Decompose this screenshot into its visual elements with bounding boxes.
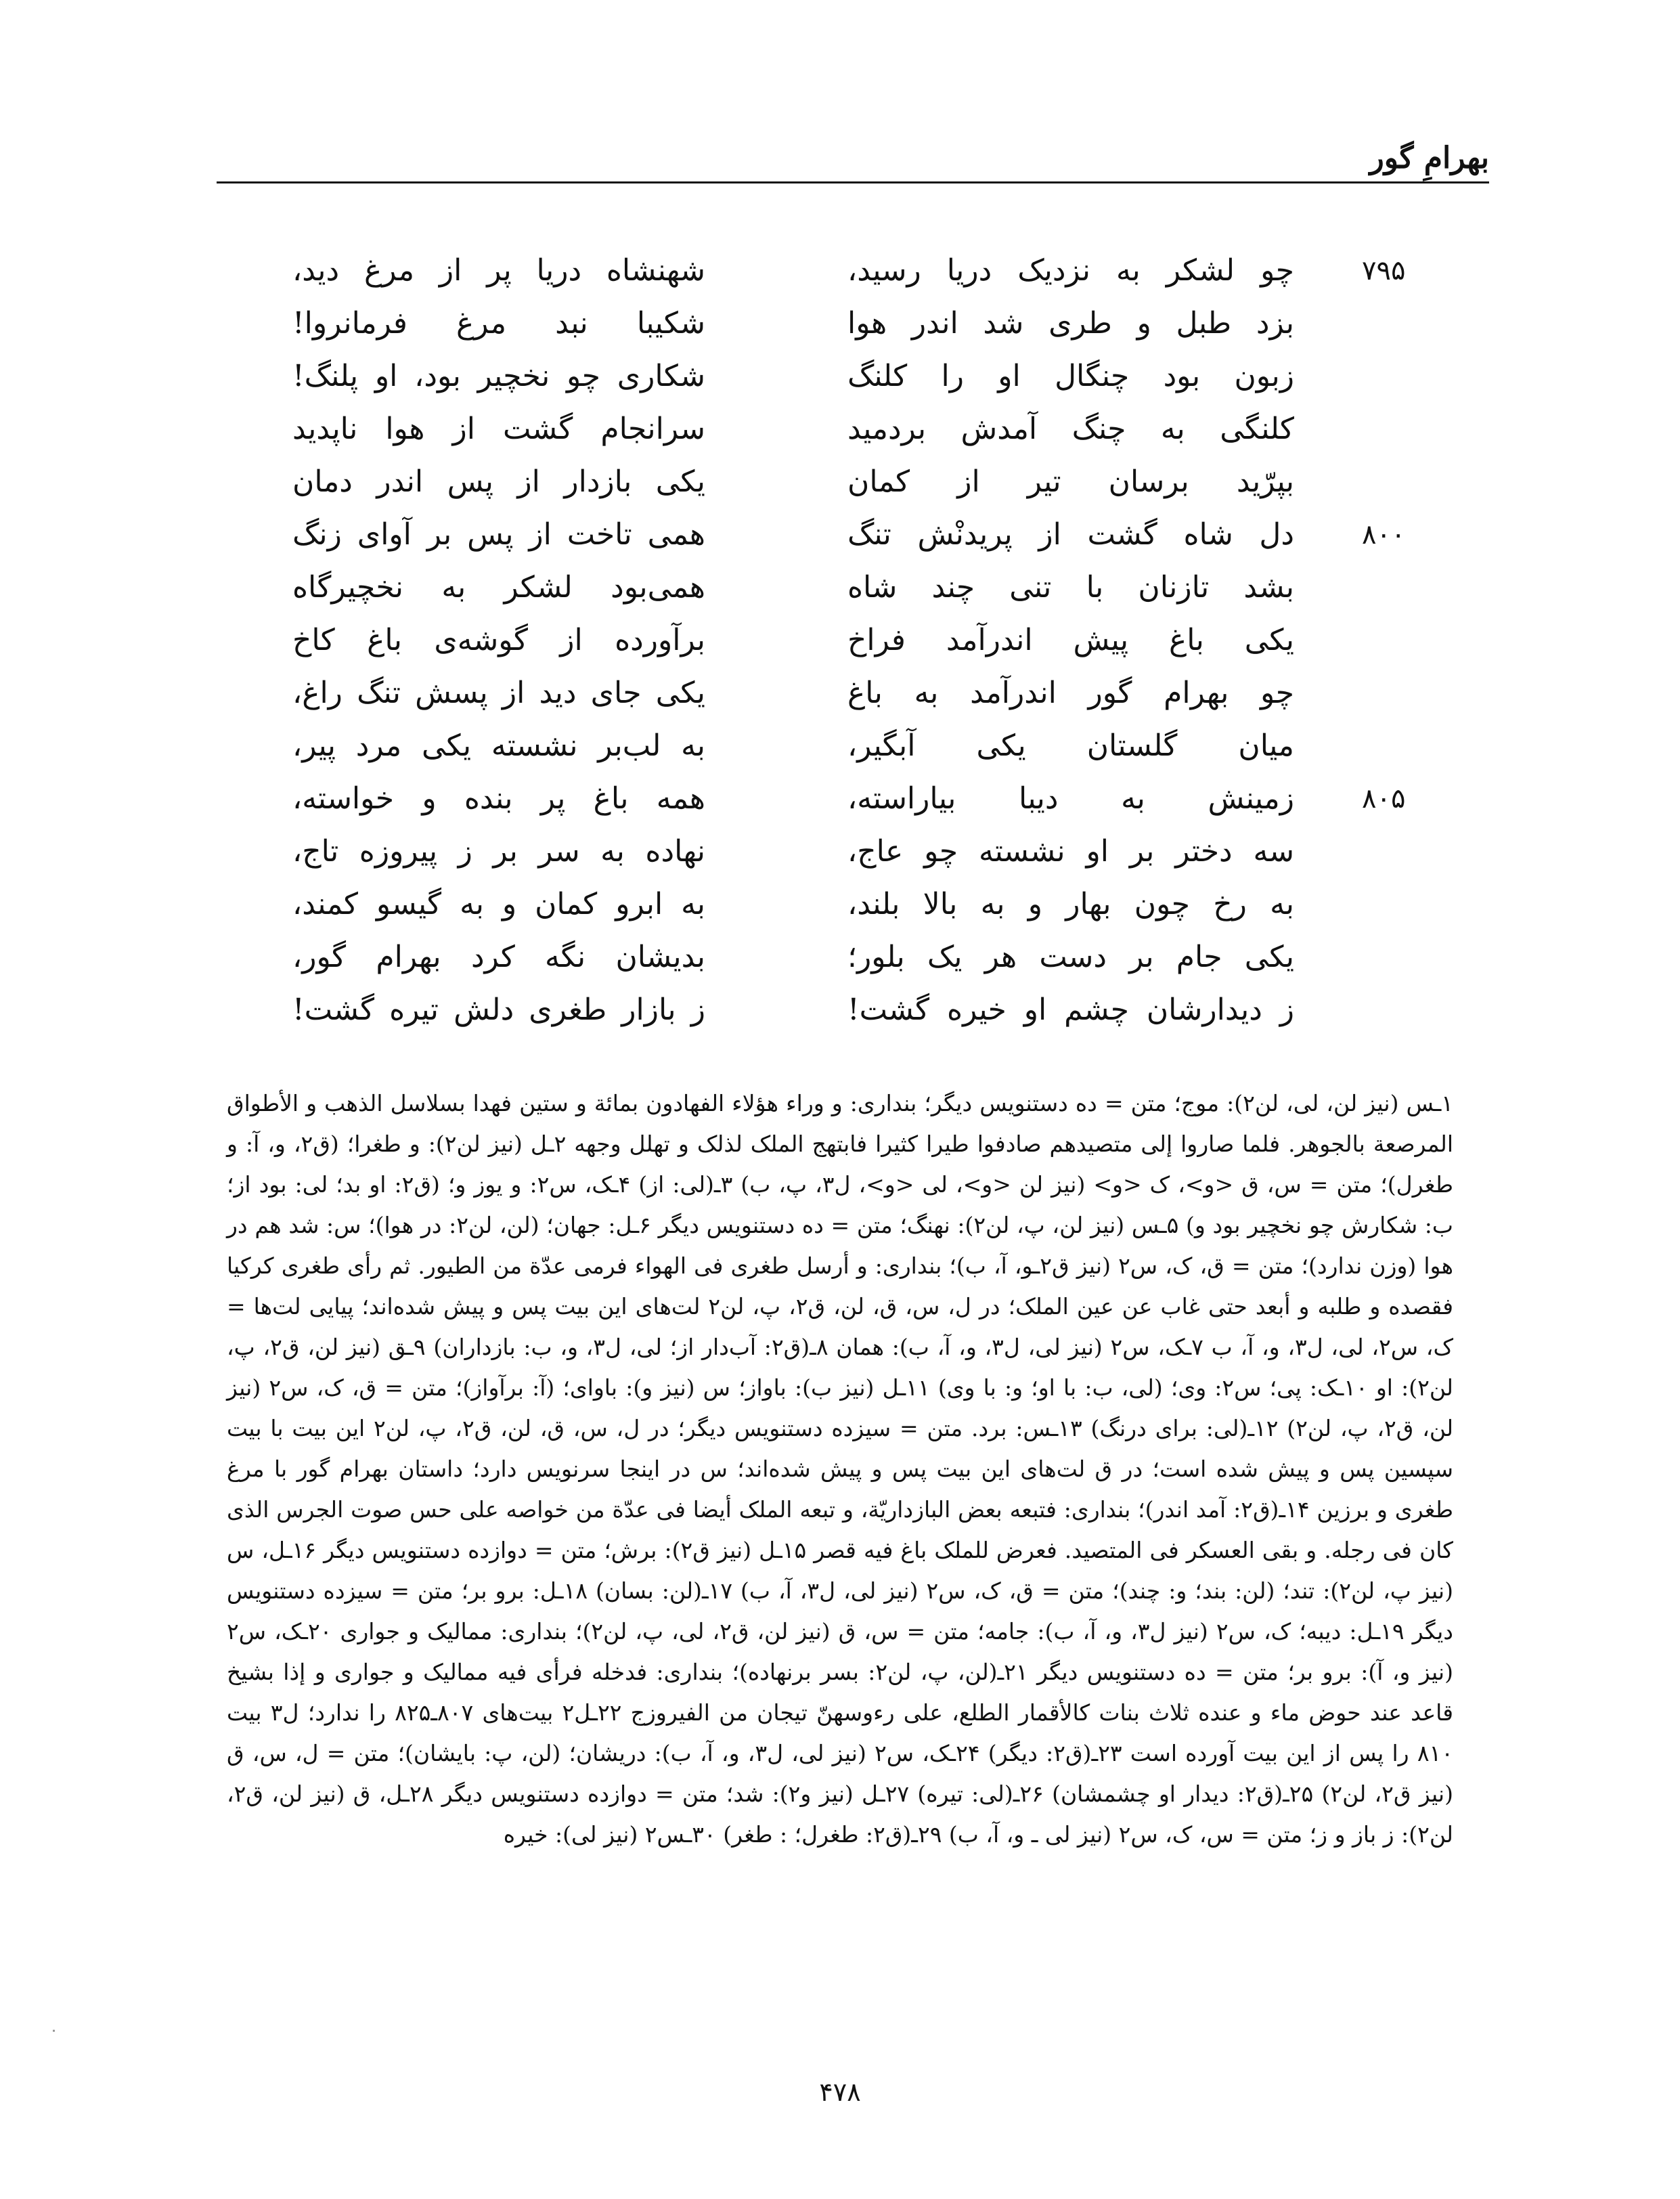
verse-row [292, 508, 1406, 562]
hemistich-right: سه دختر بر او نشسته چو عاج، [847, 834, 1294, 869]
hemistich-left: شهنشاه دریا پر از مرغ دید، [292, 253, 705, 288]
verse-row [292, 402, 1382, 456]
margin-mark [53, 2030, 55, 2032]
hemistich-left: ز بازار طغری دلش تیره گشت! [292, 993, 705, 1027]
hemistich-left: همی‌بود لشکر به نخچیرگاه [292, 570, 705, 605]
hemistich-right: بشد تازنان با تنی چند شاه [847, 570, 1294, 605]
hemistich-left: یکی جای دید از پسش تنگ راغ، [292, 676, 705, 710]
hemistich-right: چو لشکر به نزدیک دریا رسید، [847, 253, 1294, 288]
verse-row [292, 244, 1406, 298]
verse-row [292, 297, 1382, 351]
hemistich-left: به ابرو کمان و به گیسو کمند، [292, 887, 705, 921]
hemistich-right: زمینش به دیبا بیاراسته، [847, 781, 1294, 816]
poem-body [292, 244, 1406, 1043]
hemistich-left: برآورده از گوشه‌ی باغ کاخ [292, 623, 705, 657]
hemistich-left: بدیشان نگه کرد بهرام گور، [292, 940, 705, 974]
hemistich-left: همی تاخت از پس بر آوای زنگ [292, 517, 705, 552]
verse-row [292, 825, 1382, 879]
verse-number: ۷۹۵ [1362, 255, 1406, 286]
hemistich-left: به لب‌بر نشسته یکی مرد پیر، [292, 728, 705, 763]
header-rule [217, 181, 1489, 183]
hemistich-right: بپرّید برسان تیر از کمان [847, 464, 1294, 499]
hemistich-left: همه باغ پر بنده و خواسته، [292, 781, 705, 816]
hemistich-right: یکی باغ پیش اندرآمد فراخ [847, 623, 1294, 657]
footnotes: ۱ـس (نیز لن، لی، لن۲): موج؛ متن = ده دستنویس دیگر؛ بنداری: و وراء هؤلاء الفهادون بمائة و ستین فهدا بسلاسل الذهب و الأطواق المرصعة بالجوهر. فلما صاروا إلی متصیدهم صادفوا طیرا کثیرا فابتهج الملک لذلک و تهلل وجهه ۲ـل (نیز لن۲): و طغرا؛ (ق۲، و، آ: و طغرل)؛ متن = س، ق <و>، ک <و> (نیز لن <و>، لی <و>، ل۳، پ، ب) ۳ـ(لی: از) ۴ـک، س۲: و یوز و؛ (ق۲: او بد؛ لی: بود از؛ ب: شکارش چو نخچیر بود و) ۵ـس (نیز لن، پ، لن۲): نهنگ؛ متن = ده دستنویس دیگر ۶ـل: جهان؛ (لن، لن۲: در هوا)؛ س: شد هم در هوا (وزن ندارد)؛ متن = ق، ک، س۲ (نیز ق۲ـو، آ، ب)؛ بنداری: و أرسل طغری فی الهواء فرمی عدّة من الطیور. ثم رأی طغری کرکیا فقصده و طلبه و أبعد حتی غاب عن عین الملک؛ در ل، س، ق، لن، ق۲، پ، لن۲ لت‌های این بیت پس و پیش شده‌اند؛ پیایی لت‌ها = ک، س۲، لی، ل۳، و، آ، ب ۷ـک، س۲ (نیز لی، ل۳، و، آ، ب): همان ۸ـ(ق۲: آب‌دار از؛ لی، ل۳، و، ب: بازداران) ۹ـق (نیز لن، ق۲، پ، لن۲): او ۱۰ـک: پی؛ س۲: وی؛ (لی، ب: با او؛ و: با وی) ۱۱ـل (نیز ب): باواز؛ س (نیز و): باوای؛ (آ: برآواز)؛ متن = ق، ک، س۲ (نیز لن، ق۲، پ، لن۲) ۱۲ـ(لی: برای درنگ) ۱۳ـس: برد. متن = سیزده دستنویس دیگر؛ در ل، س، ق، لن، ق۲، پ، لن۲ این بیت با بیت سپسین پس و پیش شده است؛ در ق لت‌های این بیت پس و پیش شده‌اند؛ س در اینجا سرنویس دارد؛ داستان بهرام گور با مرغ طغری و برزین ۱۴ـ(ق۲: آمد اندر)؛ بنداری: فتبعه بعض البازداریّة، و تبعه الملک أیضا فی عدّة من خواصه علی حس صوت الجرس الذی کان فی رجله. و بقی العسکر فی المتصید. فعرض للملک باغ فیه قصر ۱۵ـل (نیز ق۲): برش؛ متن = دوازده دستنویس دیگر ۱۶ـل، س (نیز پ، لن۲): تند؛ (لن: بند؛ و: چند)؛ متن = ق، ک، س۲ (نیز لی، ل۳، آ، ب) ۱۷ـ(لن: بسان) ۱۸ـل: برو بر؛ متن = سیزده دستنویس دیگر ۱۹ـل: دیبه؛ ک، س۲ (نیز ل۳، و، آ، ب): جامه؛ متن = س، ق (نیز لن، ق۲، لی، پ، لن۲)؛ بنداری: ممالیک و جواری ۲۰ـک، س۲ (نیز و، آ): برو بر؛ متن = ده دستنویس دیگر ۲۱ـ(لن، پ، لن۲: بسر برنهاده)؛ بنداری: فدخله فرأی فیه ممالیک و جواری و إذا بشیخ قاعد عند حوض ماء و عنده ثلاث بنات کالأقمار الطلع، علی رءوسهنّ تیجان من الفیروزج ۲۲ـل۲ بیت‌های ۸۰۷ـ۸۲۵ را ندارد؛ ل۳ بیت ۸۱۰ را پس از این بیت آورده است ۲۳ـ(ق۲: دیگر) ۲۴ـک، س۲ (نیز لی، ل۳، و، آ، ب): دریشان؛ (لن، پ: بایشان)؛ متن = ل، س، ق (نیز ق۲، لن۲) ۲۵ـ(ق۲: دیدار او چشمشان) ۲۶ـ(لی: تیره) ۲۷ـل (نیز و۲): شد؛ متن = دوازده دستنویس دیگر ۲۸ـل، ق (نیز لن، ق۲، لن۲): ز باز و ز؛ متن = س، ک، س۲ (نیز لی ـ و، آ، ب) ۲۹ـ(ق۲: طغرل؛ : طغر) ۳۰ـس۲ (نیز لی): خیره [227, 1090, 1454, 1848]
page-number: ۴۷۸ [819, 2077, 861, 2107]
verse-row [292, 349, 1382, 404]
verse-row [292, 719, 1382, 773]
hemistich-left: سرانجام گشت از هوا ناپدید [292, 412, 705, 446]
verse-row [292, 455, 1382, 509]
verse-row [292, 613, 1382, 668]
hemistich-right: میان گلستان یکی آبگیر، [847, 728, 1294, 763]
verse-row [292, 561, 1382, 615]
hemistich-right: چو بهرام گور اندرآمد به باغ [847, 676, 1294, 710]
chapter-title: بهرامِ گور [1369, 141, 1489, 175]
hemistich-left: نهاده به سر بر ز پیروزه تاج، [292, 834, 705, 869]
hemistich-right: به رخ چون بهار و به بالا بلند، [847, 887, 1294, 921]
verse-row [292, 930, 1382, 984]
hemistich-right: کلنگی به چنگ آمدش بردمید [847, 412, 1294, 446]
verse-row [292, 983, 1382, 1037]
hemistich-right: بزد طبل و طری شد اندر هوا [847, 306, 1294, 341]
hemistich-right: ز دیدارشان چشم او خیره گشت! [847, 993, 1294, 1027]
hemistich-left: شکیبا نبد مرغ فرمانروا! [292, 306, 705, 341]
hemistich-right: یکی جام بر دست هر یک بلور؛ [847, 940, 1294, 974]
verse-number: ۸۰۵ [1362, 783, 1406, 814]
running-header [217, 135, 1489, 183]
hemistich-right: دل شاه گشت از پریدنْش تنگ [847, 517, 1294, 552]
hemistich-right: زبون بود چنگال او را کلنگ [847, 359, 1294, 393]
verse-row [292, 877, 1382, 932]
verse-row [292, 772, 1406, 826]
hemistich-left: شکاری چو نخچیر بود، او پلنگ! [292, 359, 705, 393]
hemistich-left: یکی بازدار از پس اندر دمان [292, 464, 705, 499]
verse-row [292, 666, 1382, 720]
verse-number: ۸۰۰ [1362, 519, 1406, 550]
